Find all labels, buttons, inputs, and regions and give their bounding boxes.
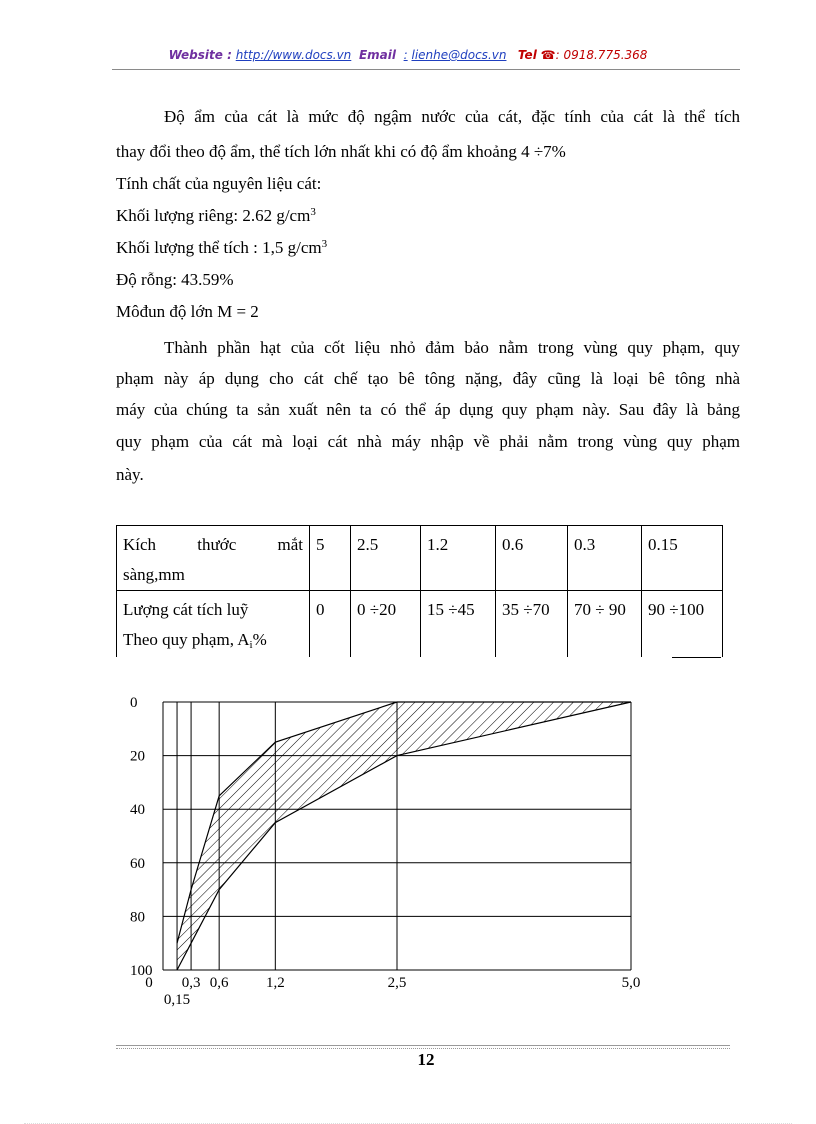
bulk-density-text: Khối lượng thể tích : 1,5 g/cm — [116, 238, 322, 257]
footer-rule — [116, 1045, 730, 1046]
email-label: Email — [358, 48, 396, 62]
table-cell: 0.6 — [496, 526, 568, 591]
site-header — [0, 48, 816, 62]
table-cell: 90 ÷100 — [642, 591, 723, 658]
sieve-table — [116, 525, 723, 657]
label-word: Kích — [123, 535, 157, 554]
x-tick-label: 1,2 — [265, 975, 285, 991]
x-tick-label: 0,15 — [163, 992, 191, 1008]
x-tick-label: 0,3 — [181, 975, 201, 991]
table-cell: 15 ÷45 — [421, 591, 496, 658]
email-separator: : — [403, 48, 408, 62]
label-subscript: i — [249, 639, 253, 651]
y-tick-label: 0 — [130, 695, 138, 711]
cumulative-label-line2 — [123, 625, 303, 655]
label-word: mắt — [277, 535, 303, 554]
email-link[interactable]: lienhe@docs.vn — [411, 48, 507, 62]
x-tick-label: 2,5 — [387, 975, 407, 991]
table-header-cell — [117, 526, 310, 591]
x-tick-label: 0,6 — [209, 975, 229, 991]
paragraph-2-line-2: phạm này áp dụng cho cát chế tạo bê tông nặng, đây cũng là loại bê tông nhà — [116, 369, 740, 388]
table-cell: 0 — [310, 591, 351, 658]
modulus-line: Môđun độ lớn M = 2 — [116, 302, 259, 321]
footer-rule-dotted — [116, 1048, 730, 1049]
paragraph-1-line-1: Độ ẩm của cát là mức độ ngậm nước của cát, đặc tính của cát là thể tích — [164, 107, 740, 126]
table-row — [117, 526, 723, 591]
x-tick-label: 5,0 — [621, 975, 641, 991]
porosity-line: Độ rỗng: 43.59% — [116, 270, 234, 289]
sieve-size-label-line1 — [123, 530, 303, 560]
y-tick-label: 60 — [130, 855, 145, 872]
y-tick-label: 20 — [130, 748, 145, 765]
cumulative-label-line1: Lượng cát tích luỹ — [123, 600, 249, 619]
table-cell: 0 ÷20 — [351, 591, 421, 658]
page-number: 12 — [417, 1050, 435, 1069]
phone-icon: ☎ — [540, 48, 556, 62]
y-tick-label: 100 — [130, 963, 153, 979]
table-cell: 0.3 — [568, 526, 642, 591]
tel-label: Tel — [517, 48, 537, 62]
table-cell: 1.2 — [421, 526, 496, 591]
density-superscript: 3 — [310, 206, 316, 218]
label-text: Theo quy phạm, A — [123, 630, 250, 649]
y-tick-label: 80 — [130, 909, 145, 926]
bulk-density-superscript: 3 — [321, 238, 328, 250]
table-cell: 2.5 — [351, 526, 421, 591]
paragraph-2-line-1: Thành phần hạt của cốt liệu nhỏ đảm bảo nằm trong vùng quy phạm, quy — [164, 338, 740, 357]
tel-number: : 0918.775.368 — [555, 48, 648, 62]
sieve-size-label-line2: sàng,mm — [123, 565, 185, 584]
properties-title: Tính chất của nguyên liệu cát: — [116, 174, 322, 193]
table-cell: 70 ÷ 90 — [568, 591, 642, 658]
website-link[interactable]: http://www.docs.vn — [235, 48, 352, 62]
density-text: Khối lượng riêng: 2.62 g/cm — [116, 206, 311, 225]
table-cell: 5 — [310, 526, 351, 591]
y-tick-label: 40 — [130, 802, 145, 819]
table-tail-rule — [672, 657, 721, 658]
paragraph-2-line-5: này. — [116, 465, 144, 484]
label-suffix: % — [252, 630, 267, 649]
bulk-density-line — [116, 238, 740, 258]
paragraph-2-line-3: máy của chúng ta sản xuất nên ta có thể áp dụng quy phạm này. Sau đây là bảng — [116, 400, 740, 419]
density-line — [116, 206, 740, 226]
grading-band — [177, 702, 631, 970]
paragraph-1-line-2: thay đổi theo độ ẩm, thể tích lớn nhất khi có độ ẩm khoảng 4 ÷7% — [116, 142, 566, 161]
label-word: thước — [197, 535, 237, 554]
x-tick-label: 0 — [145, 975, 153, 991]
table-cell: 35 ÷70 — [496, 591, 568, 658]
paragraph-2-line-4: quy phạm của cát mà loại cát nhà máy nhập về phải nằm trong vùng quy phạm — [116, 432, 740, 451]
header-rule — [112, 69, 740, 70]
table-row — [117, 591, 723, 658]
website-label: Website : — [168, 48, 232, 62]
table-header-cell — [117, 591, 310, 658]
table-cell: 0.15 — [642, 526, 723, 591]
grading-chart — [110, 690, 650, 1020]
